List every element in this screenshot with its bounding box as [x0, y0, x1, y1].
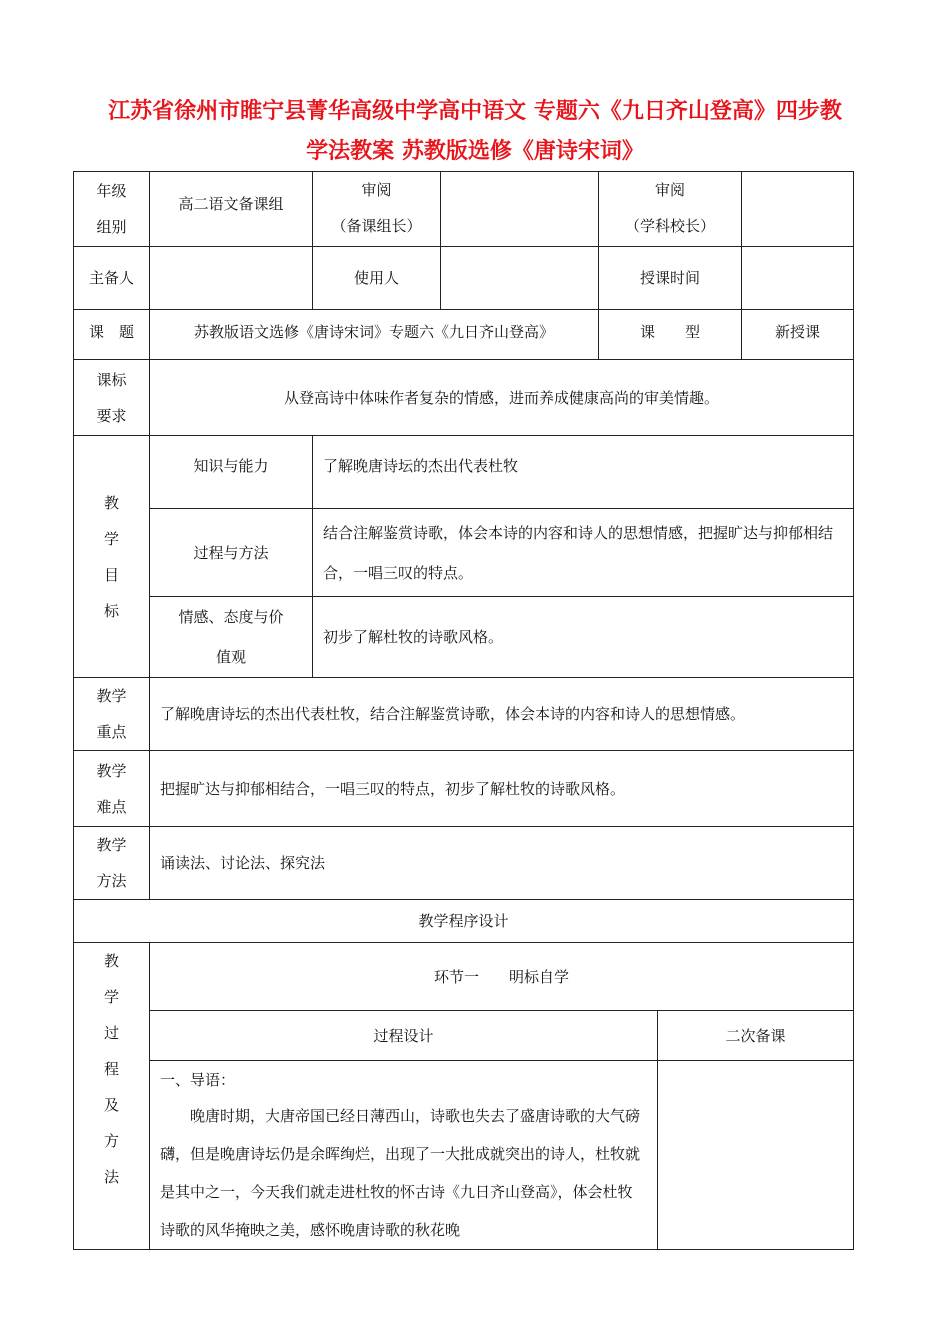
prep-cell [658, 1061, 854, 1250]
row-standard [74, 360, 854, 436]
intro-cell [150, 1061, 658, 1250]
user-label: 使用人 [313, 247, 441, 310]
row-columns [74, 1011, 854, 1061]
design-header: 教学程序设计 [74, 900, 854, 943]
standard-content: 从登高诗中体味作者复杂的情感，进而养成健康高尚的审美情趣。 [150, 360, 854, 436]
type-value: 新授课 [742, 310, 854, 360]
topic-label: 课 题 [74, 310, 150, 360]
focus-content: 了解晚唐诗坛的杰出代表杜牧，结合注解鉴赏诗歌，体会本诗的内容和诗人的思想情感。 [150, 678, 854, 751]
knowledge-label: 知识与能力 [150, 436, 313, 509]
row-goal-process [74, 509, 854, 597]
intro-heading: 一、导语： [160, 1071, 236, 1089]
design-column-header: 过程设计 [150, 1011, 658, 1061]
process-method-content: 结合注解鉴赏诗歌，体会本诗的内容和诗人的思想情感，把握旷达与抑郁相结合，一唱三叹的特点。 [313, 509, 854, 597]
user-value [441, 247, 599, 310]
title-line-1: 江苏省徐州市睢宁县菁华高级中学高中语文 专题六《九日齐山登高》四步教 [108, 99, 842, 124]
type-label: 课 型 [599, 310, 742, 360]
review-leader-value [441, 172, 599, 247]
emotion-label: 情感、态度与价值观 [150, 597, 313, 678]
prep-column-header: 二次备课 [658, 1011, 854, 1061]
row-topic [74, 310, 854, 360]
review-principal-value [742, 172, 854, 247]
topic-value: 苏教版语文选修《唐诗宋词》专题六《九日齐山登高》 [150, 310, 599, 360]
goals-label: 教 学 目 标 [74, 436, 150, 678]
row-difficulty [74, 751, 854, 827]
review-leader-label: 审阅 （备课组长） [313, 172, 441, 247]
document-title [80, 92, 870, 172]
intro-text: 晚唐时期，大唐帝国已经日薄西山，诗歌也失去了盛唐诗歌的大气磅礴，但是晚唐诗坛仍是余晖绚烂，出现了一大批成就突出的诗人，杜牧就是其中之一，今天我们就走进杜牧的怀古诗《九日齐山登高》，体会杜牧诗歌的风华掩映之美，感怀晚唐诗歌的秋花晚 [160, 1107, 641, 1239]
group-cell: 高二语文备课组 [150, 172, 313, 247]
standard-label: 课标 要求 [74, 360, 150, 436]
row-focus [74, 678, 854, 751]
row-design-header [74, 900, 854, 943]
row-stage [74, 943, 854, 1011]
row-author [74, 247, 854, 310]
difficulty-content: 把握旷达与抑郁相结合，一唱三叹的特点，初步了解杜牧的诗歌风格。 [150, 751, 854, 827]
row-intro [74, 1061, 854, 1250]
difficulty-label: 教学 难点 [74, 751, 150, 827]
row-grade [74, 172, 854, 247]
row-goal-knowledge [74, 436, 854, 509]
title-line-2: 学法教案 苏教版选修《唐诗宋词》 [306, 139, 644, 164]
teaching-time-label: 授课时间 [599, 247, 742, 310]
teaching-time-value [742, 247, 854, 310]
stage-title: 环节一 明标自学 [150, 943, 854, 1011]
review-principal-label: 审阅 （学科校长） [599, 172, 742, 247]
lesson-plan-table [73, 171, 854, 1250]
method-content: 诵读法、讨论法、探究法 [150, 827, 854, 900]
knowledge-content: 了解晚唐诗坛的杰出代表杜牧 [313, 436, 854, 509]
grade-label-cell: 年级 组别 [74, 172, 150, 247]
process-label: 教 学 过 程 及 方 法 [74, 943, 150, 1250]
focus-label: 教学 重点 [74, 678, 150, 751]
method-label: 教学 方法 [74, 827, 150, 900]
emotion-content: 初步了解杜牧的诗歌风格。 [313, 597, 854, 678]
row-goal-emotion [74, 597, 854, 678]
process-method-label: 过程与方法 [150, 509, 313, 597]
main-author-label: 主备人 [74, 247, 150, 310]
main-author-value [150, 247, 313, 310]
row-method [74, 827, 854, 900]
